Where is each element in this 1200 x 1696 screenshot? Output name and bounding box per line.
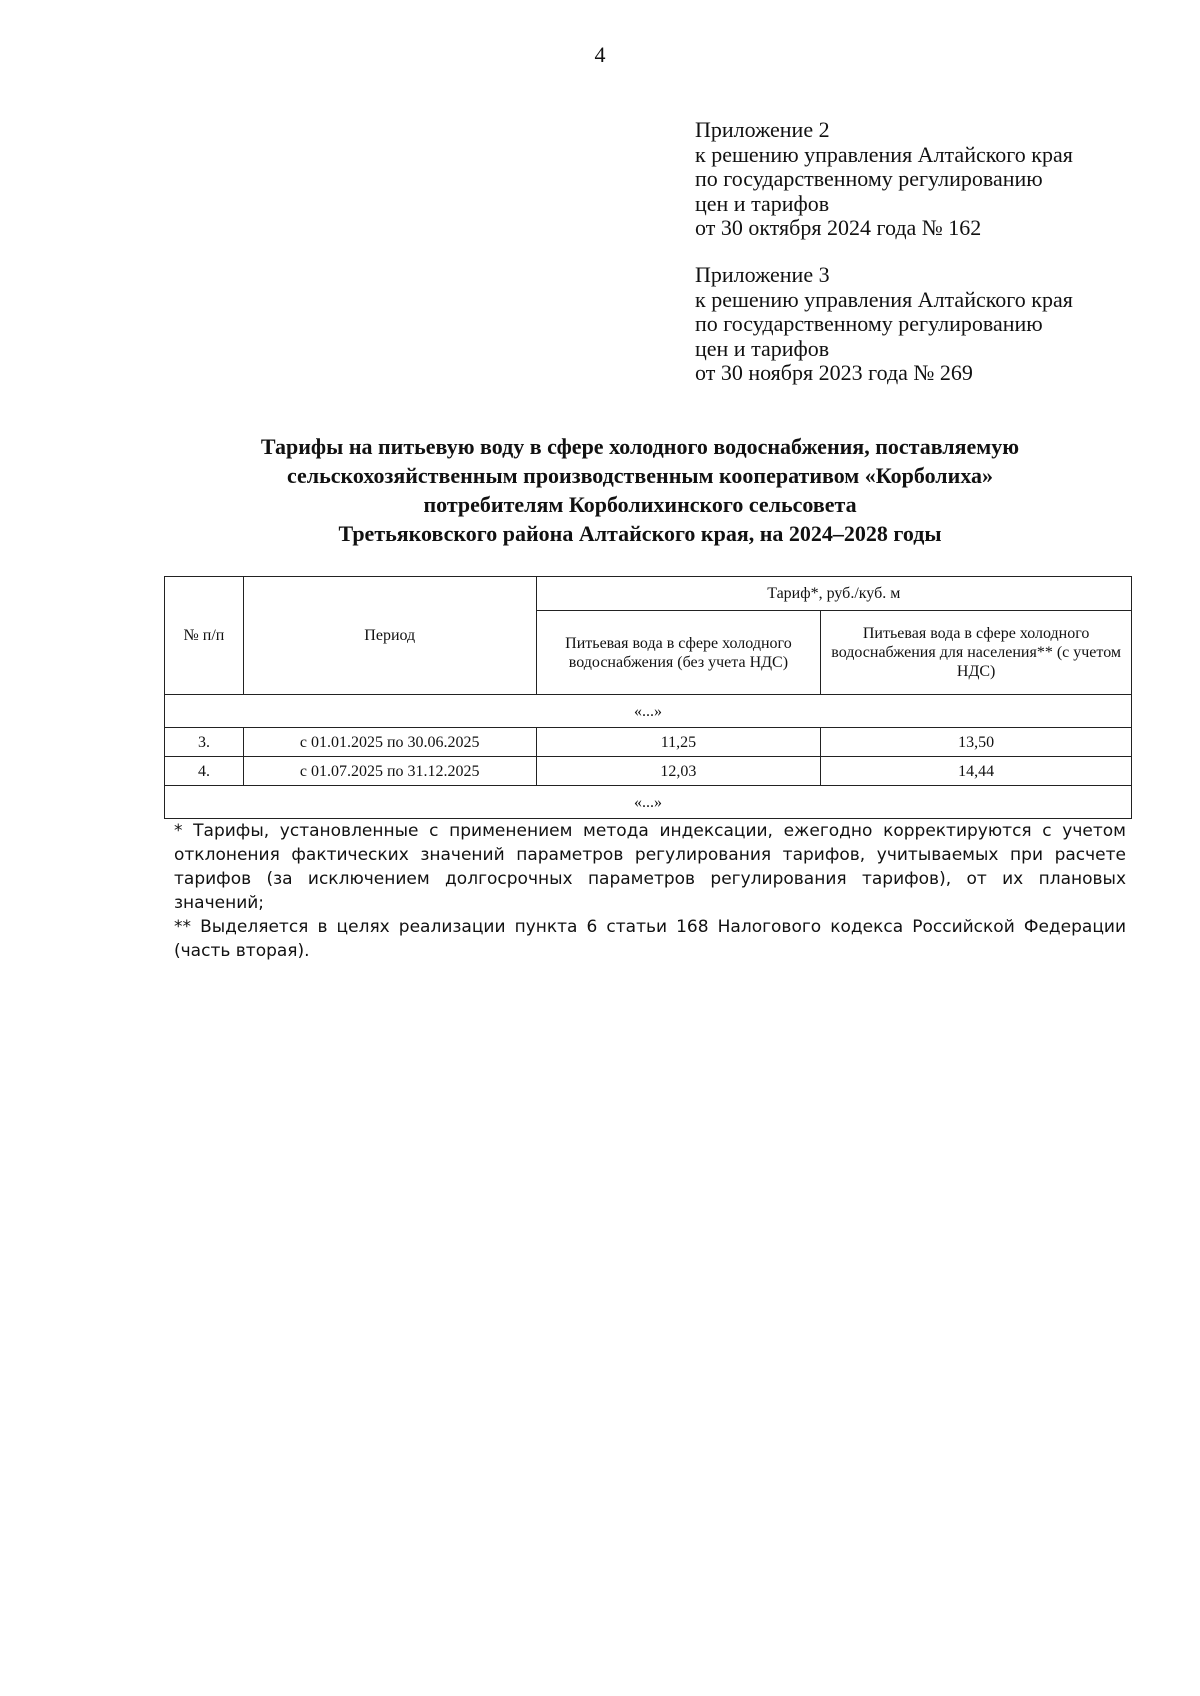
title-line: сельскохозяйственным производственным кооперативом «Корболиха» — [286, 463, 994, 488]
row-value-with-vat: 14,44 — [821, 757, 1132, 786]
annex-block-2 — [695, 118, 1155, 241]
ellipsis-row: «...» — [165, 786, 1132, 819]
footnote-indexation: * Тарифы, установленные с применением метода индексации, ежегодно корректируются с учетом отклонения фактических значений параметров регулирования тарифов, учитываемых при расчете тарифов (за исключением долгосрочных параметров регулирования тарифов), от их плановых значений; — [174, 821, 1126, 913]
row-value-without-vat: 12,03 — [536, 757, 821, 786]
row-num: 3. — [165, 728, 244, 757]
annex-line: к решению управления Алтайского края — [695, 141, 1073, 167]
annex-line: к решению управления Алтайского края — [695, 286, 1073, 312]
header-col-with-vat: Питьевая вода в сфере холодного водоснабжения для населения** (с учетом НДС) — [821, 611, 1132, 695]
footnotes — [174, 819, 1126, 963]
row-num: 4. — [165, 757, 244, 786]
annex-line: по государственному регулированию — [695, 311, 1043, 336]
annex-line: по государственному регулированию — [695, 166, 1043, 191]
header-period: Период — [243, 577, 536, 695]
row-period: с 01.07.2025 по 31.12.2025 — [243, 757, 536, 786]
table-row — [165, 728, 1132, 757]
annex-line: от 30 ноября 2023 года № 269 — [695, 360, 973, 385]
header-col-without-vat: Питьевая вода в сфере холодного водоснабжения (без учета НДС) — [536, 611, 821, 695]
annex-line: цен и тарифов — [695, 190, 830, 216]
annex-line: от 30 октября 2024 года № 162 — [695, 215, 982, 240]
annex-line: цен и тарифов — [695, 335, 830, 361]
row-value-with-vat: 13,50 — [821, 728, 1132, 757]
ellipsis-row: «...» — [165, 695, 1132, 728]
annex-line: Приложение 2 — [695, 117, 830, 142]
title-line: Тарифы на питьевую воду в сфере холодного водоснабжения, поставляемую — [260, 434, 1020, 459]
page-number: 4 — [594, 42, 606, 67]
header-tariff-group: Тариф*, руб./куб. м — [536, 577, 1131, 611]
row-value-without-vat: 11,25 — [536, 728, 821, 757]
title-line: Третьяковского района Алтайского края, на 2024–2028 годы — [338, 521, 942, 546]
table-row — [165, 757, 1132, 786]
document-title — [150, 432, 1130, 548]
tariff-table — [164, 576, 1132, 819]
header-num: № п/п — [165, 577, 244, 695]
annex-block-3 — [695, 263, 1155, 386]
title-line: потребителям Корболихинского сельсовета — [423, 492, 857, 517]
footnote-vat: ** Выделяется в целях реализации пункта 6 статьи 168 Налогового кодекса Российской Федерации (часть вторая). — [174, 917, 1126, 961]
row-period: с 01.01.2025 по 30.06.2025 — [243, 728, 536, 757]
annex-line: Приложение 3 — [695, 262, 830, 287]
